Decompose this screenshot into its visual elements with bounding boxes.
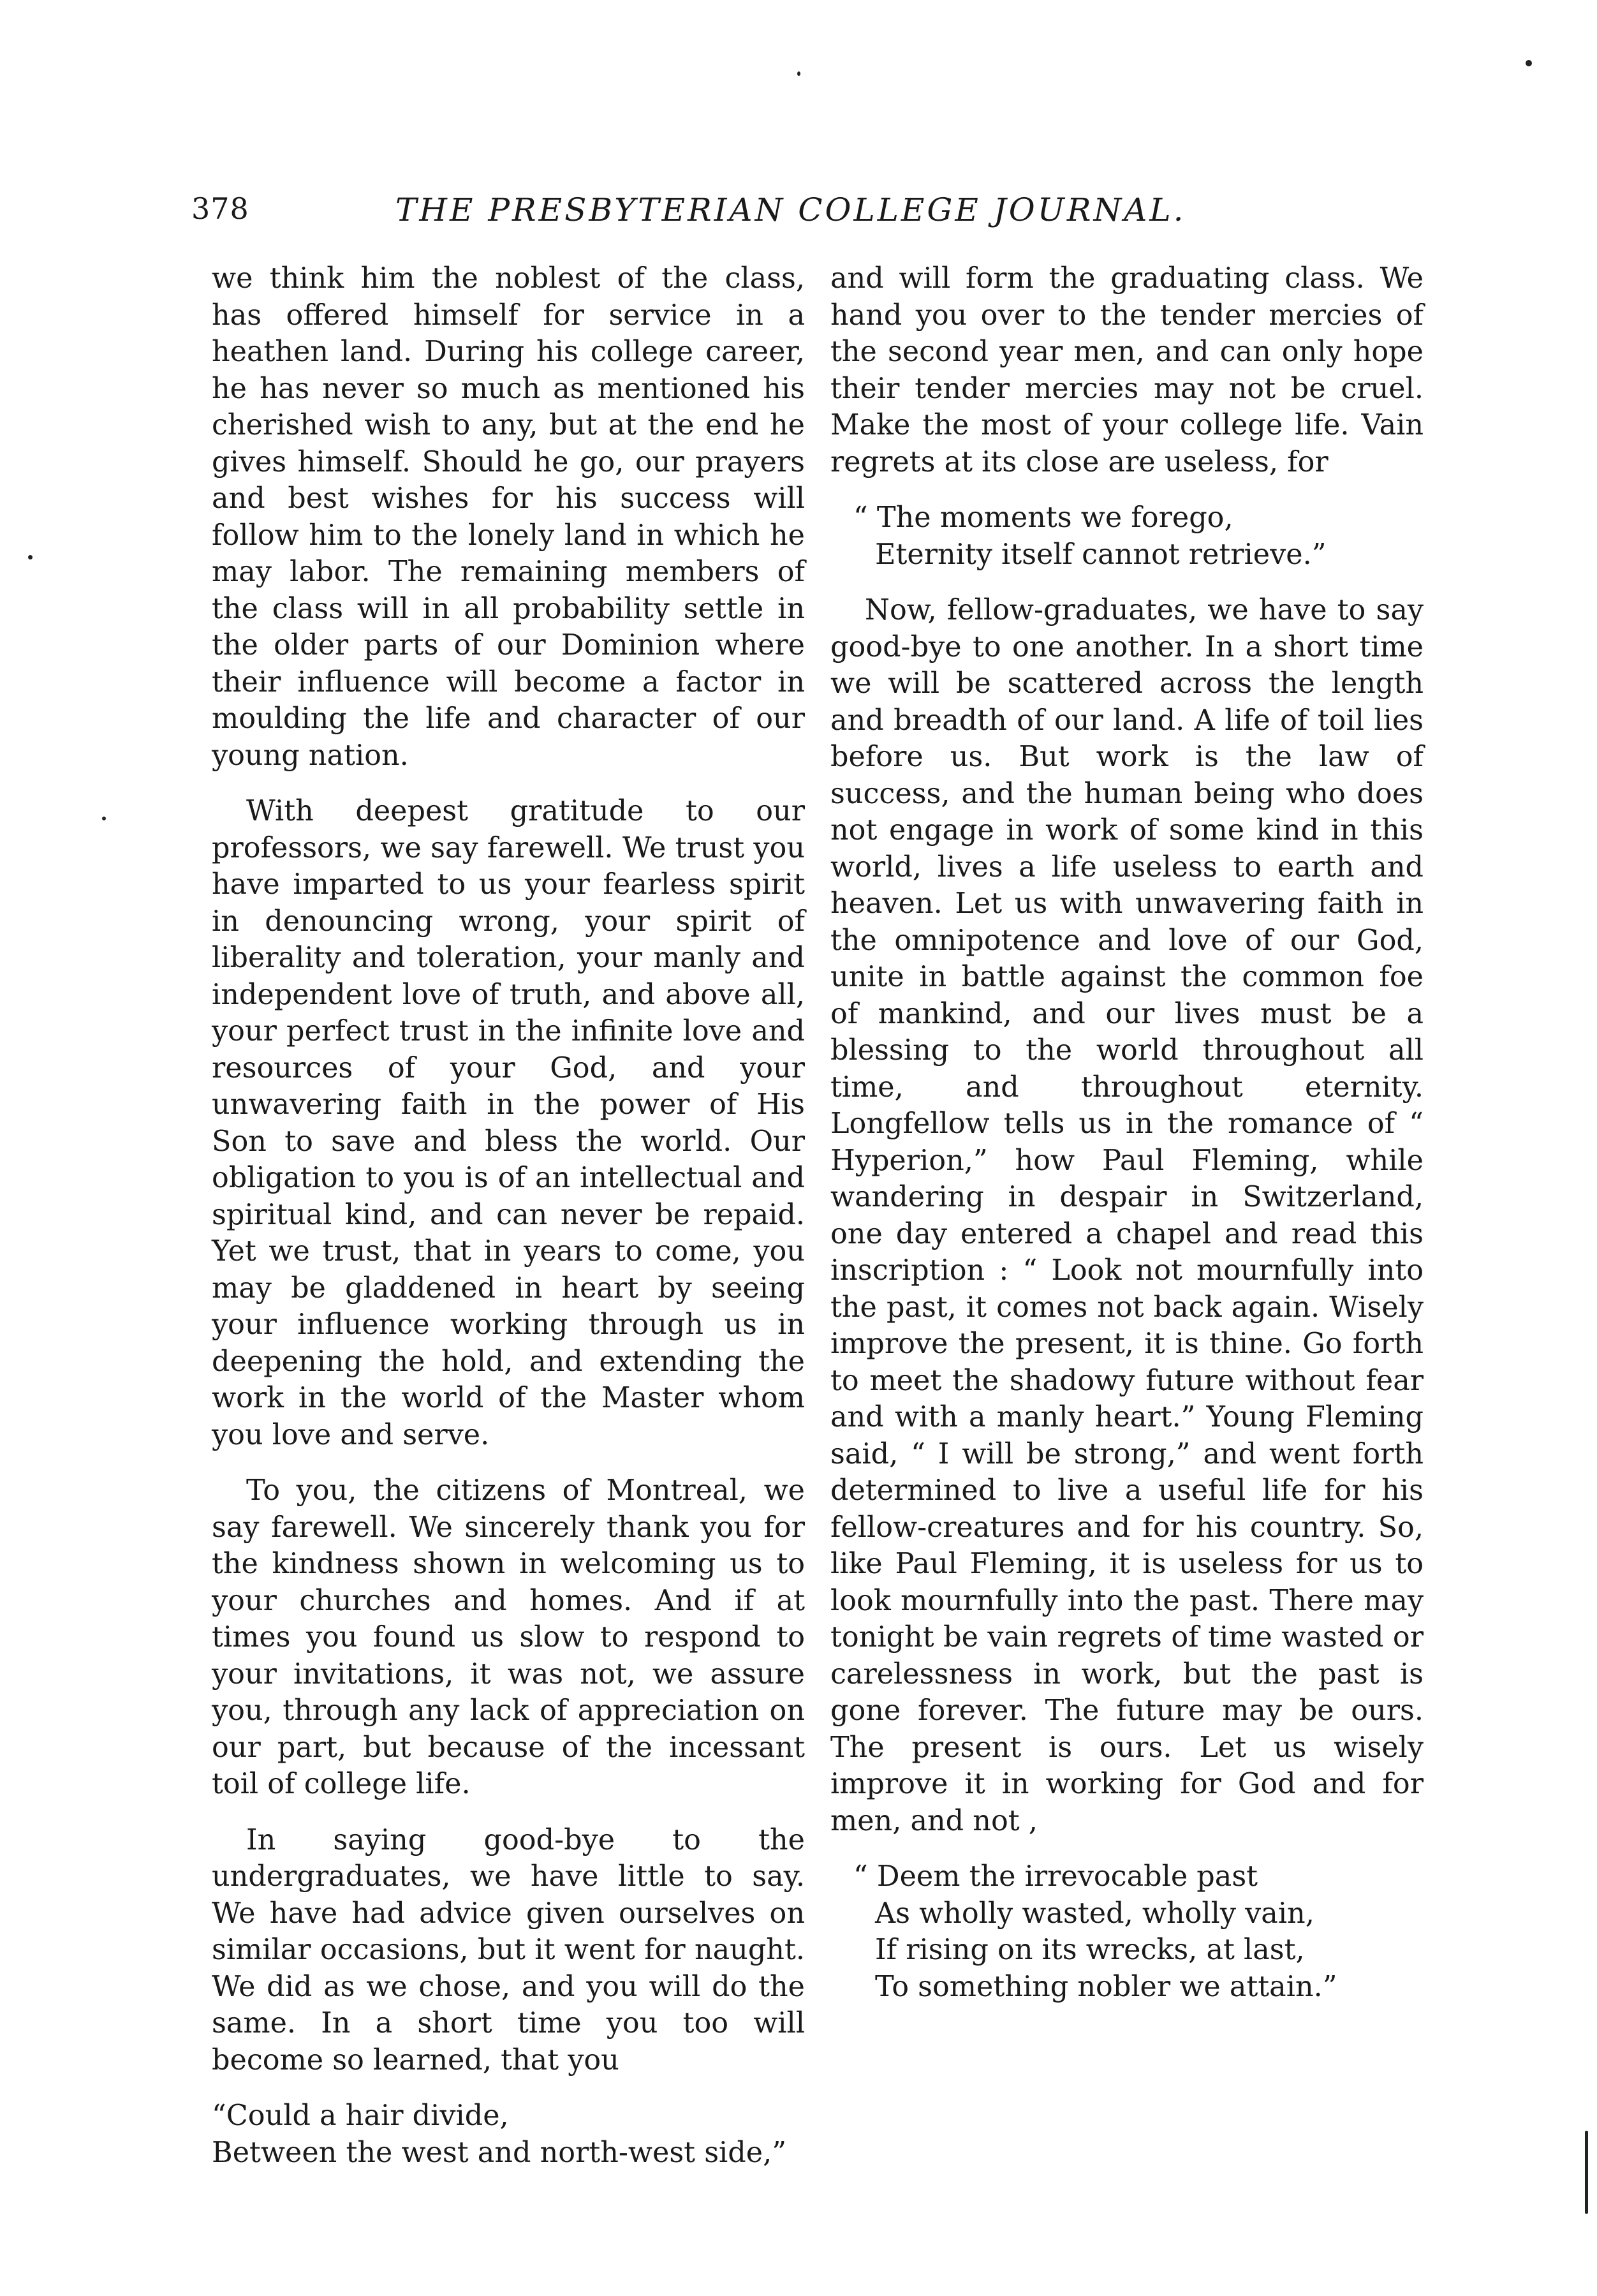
- scan-speck: [102, 817, 106, 820]
- left-paragraph-3: To you, the citizens of Montreal, we say farewell. We sincerely thank you for the kindness shown in welcoming us to your churches and homes. And if at times you found us slow to respond to your invitations, it was not, we assure you, through any lack of appreciation on our part, but because of the incessant toil of college life.: [212, 1474, 805, 1800]
- page-number: 378: [191, 191, 249, 226]
- running-title: THE PRESBYTERIAN COLLEGE JOURNAL.: [395, 191, 1186, 228]
- right-column: [830, 260, 1424, 2005]
- right-paragraph-2: Now, fellow-graduates, we have to say good-bye to one another. In a short time we will be scattered across the length and breadth of our land. A life of toil lies before us. But work is the law of success, and the human being who does not engage in work of some kind in this world, lives a life useless to earth and heaven. Let us with unwavering faith in the omnipotence and love of our God, unite in battle against the common foe of mankind, and our lives must be a blessing to the world throughout all time, and throughout eternity. Longfellow tells us in the romance of “ Hyperion,” how Paul Fleming, while wandering in despair in Switzerland, one day entered a chapel and read this inscription : “ Look not mournfully into the past, it comes not back again. Wisely improve the present, it is thine. Go forth to meet the shadowy future without fear and with a manly heart.” Young Fleming said, “ I will be strong,” and went forth determined to live a useful life for his fellow-creatures and for his country. So, like Paul Fleming, it is useless for us to look mournfully into the past. There may tonight be vain regrets of time wasted or carelessness in work, but the past is gone forever. The future may be ours. The present is ours. Let us wisely improve it in working for God and for men, and not ,: [830, 594, 1424, 1837]
- scan-speck: [28, 555, 33, 559]
- right-verse-1: [830, 500, 1424, 573]
- verse-line: If rising on its wrecks, at last,: [875, 1934, 1305, 1966]
- right-paragraph-1: and will form the graduating class. We hand you over to the tender mercies of the second year men, and can only hope their tender mercies may not be cruel. Make the most of your college life. Vain regrets at its close are useless, for: [830, 262, 1424, 478]
- verse-line: To something nobler we attain.”: [875, 1970, 1337, 2003]
- scan-speck: [797, 71, 800, 76]
- left-paragraph-4: In saying good-bye to the undergraduates, we have little to say. We have had advice given ourselves on similar occasions, but it went for naught. We did as we chose, and you will do the same. In a short time you too will become so learned, that you: [212, 1823, 805, 2077]
- verse-line: As wholly wasted, wholly vain,: [875, 1897, 1314, 1930]
- verse-line: Eternity itself cannot retrieve.”: [875, 538, 1327, 571]
- left-verse: [212, 2098, 805, 2171]
- left-paragraph-1: we think him the noblest of the class, has offered himself for service in a heathen land. During his college career, he has never so much as mentioned his cherished wish to any, but at the end he gives himself. Should he go, our prayers and best wishes for his success will follow him to the lonely land in which he may labor. The remaining members of the class will in all probability settle in the older parts of our Dominion where their influence will become a factor in moulding the life and character of our young nation.: [212, 262, 805, 772]
- verse-line: Between the west and north-west side,”: [212, 2136, 786, 2169]
- verse-line: “ The moments we forego,: [853, 501, 1233, 534]
- scan-edge-mark: [1585, 2131, 1588, 2214]
- scan-speck: [1526, 60, 1532, 66]
- left-paragraph-2: With deepest gratitude to our professors, we say farewell. We trust you have imparted to us your fearless spirit in denouncing wrong, your spirit of liberality and toleration, your manly and independent love of truth, and above all, your perfect trust in the infinite love and resources of your God, and your unwavering faith in the power of His Son to save and bless the world. Our obligation to you is of an intellectual and spiritual kind, and can never be repaid. Yet we trust, that in years to come, you may be gladdened in heart by seeing your influence working through us in deepening the hold, and extending the work in the world of the Master whom you love and serve.: [212, 795, 805, 1451]
- verse-line: “Could a hair divide,: [212, 2100, 509, 2132]
- right-verse-2: [830, 1858, 1424, 2005]
- page-header: [191, 191, 1416, 242]
- verse-line: “ Deem the irrevocable past: [853, 1860, 1258, 1893]
- left-column: [212, 260, 805, 2171]
